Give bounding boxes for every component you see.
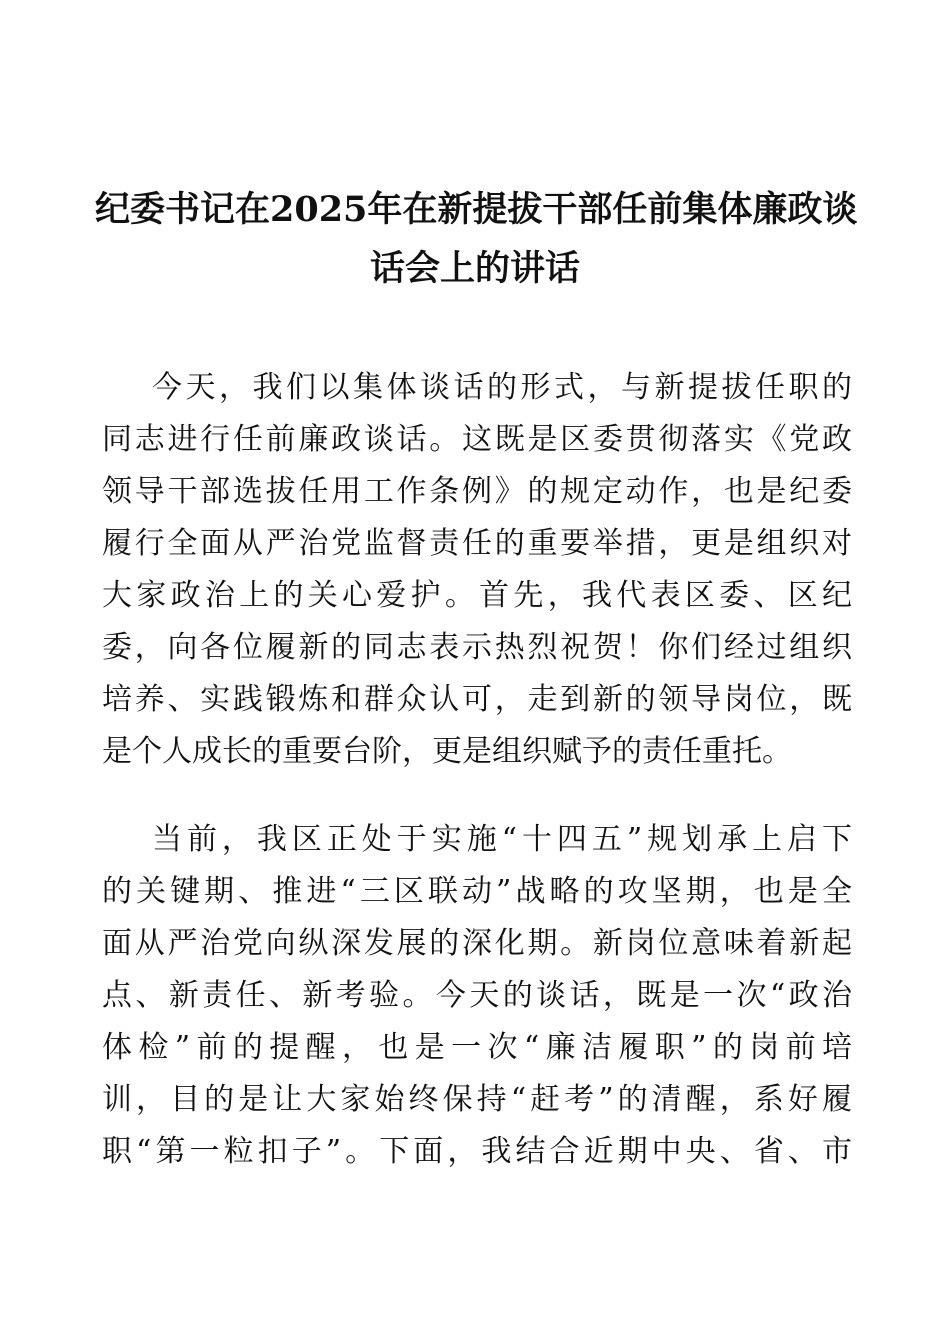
paragraph-2 [102, 814, 852, 1178]
paragraph-line: 大家政治上的关心爱护。首先，我代表区委、区纪 [102, 578, 852, 613]
paragraph-line: 体检”前的提醒，也是一次“廉洁履职”的岗前培 [102, 1030, 852, 1065]
paragraph-line: 履行全面从严治党监督责任的重要举措，更是组织对 [102, 526, 852, 561]
paragraph-1 [102, 362, 852, 778]
paragraph-line: 面从严治党向纵深发展的深化期。新岗位意味着新起 [102, 926, 852, 961]
paragraph-line: 是个人成长的重要台阶，更是组织赋予的责任重托。 [102, 734, 792, 769]
title-line-1: 纪委书记在2025年在新提拔干部任前集体廉政谈 [95, 189, 858, 230]
paragraph-line: 同志进行任前廉政谈话。这既是区委贯彻落实《党政 [102, 422, 852, 457]
paragraph-line: 委，向各位履新的同志表示热烈祝贺！你们经过组织 [102, 630, 852, 665]
title-line-2: 话会上的讲话 [369, 248, 580, 289]
document-title [95, 180, 858, 298]
paragraph-line: 今天，我们以集体谈话的形式，与新提拔任职的 [152, 370, 852, 405]
paragraph-line: 的关键期、推进“三区联动”战略的攻坚期，也是全 [102, 874, 852, 909]
paragraph-line: 训，目的是让大家始终保持“赶考”的清醒，系好履 [102, 1082, 852, 1117]
paragraph-line: 点、新责任、新考验。今天的谈话，既是一次“政治 [102, 978, 852, 1013]
paragraph-line: 当前，我区正处于实施“十四五”规划承上启下 [152, 822, 852, 857]
paragraph-line: 培养、实践锻炼和群众认可，走到新的领导岗位，既 [102, 682, 852, 717]
paragraph-line: 职“第一粒扣子”。下面，我结合近期中央、省、市 [102, 1134, 852, 1169]
paragraph-line: 领导干部选拔任用工作条例》的规定动作，也是纪委 [102, 474, 852, 509]
